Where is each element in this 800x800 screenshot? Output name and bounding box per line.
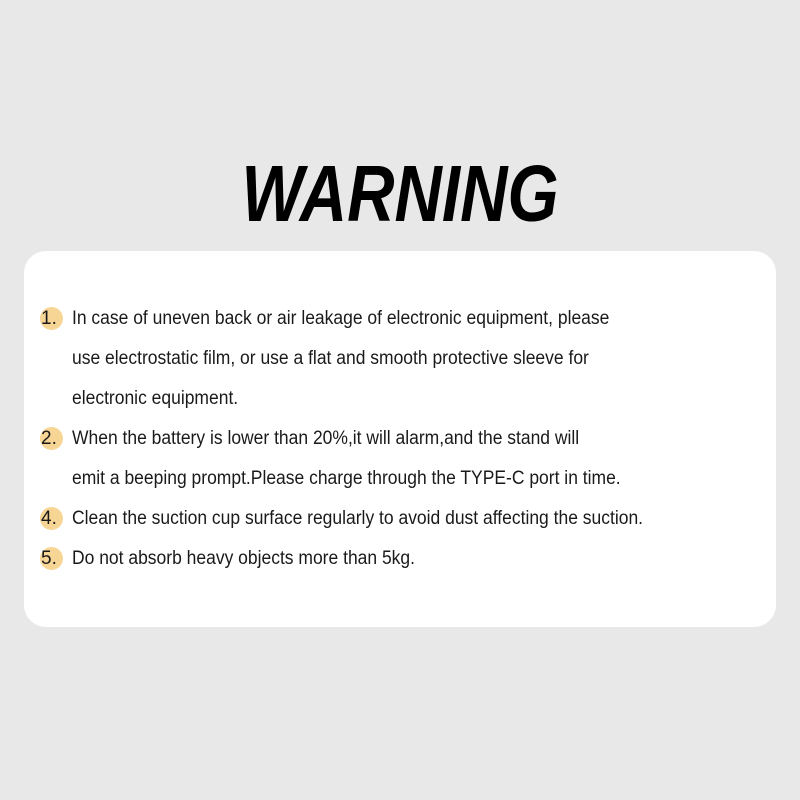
item-number-badge [40, 539, 72, 579]
item-text: When the battery is lower than 20%,it will alarm,and the stand will emit a beeping prompt.Please charge through the TYPE-C port in time. [72, 428, 621, 489]
item-number-badge [40, 419, 72, 459]
warning-title: WARNING [241, 149, 559, 238]
list-item [40, 499, 770, 539]
item-number-badge [40, 299, 72, 339]
list-item [40, 419, 770, 499]
item-text: In case of uneven back or air leakage of electronic equipment, please use electrostatic film, or use a flat and smooth protective sleeve for electronic equipment. [72, 308, 610, 409]
item-number-badge [40, 499, 72, 539]
item-text: Clean the suction cup surface regularly to avoid dust affecting the suction. [72, 508, 644, 529]
list-item [40, 539, 770, 579]
item-number: 5. [41, 548, 57, 569]
item-number: 2. [41, 428, 57, 449]
item-number: 1. [41, 308, 57, 329]
warning-list [40, 299, 770, 579]
item-text: Do not absorb heavy objects more than 5kg. [72, 548, 416, 569]
warning-card [24, 251, 776, 627]
list-item [40, 299, 770, 419]
item-number: 4. [41, 508, 57, 529]
